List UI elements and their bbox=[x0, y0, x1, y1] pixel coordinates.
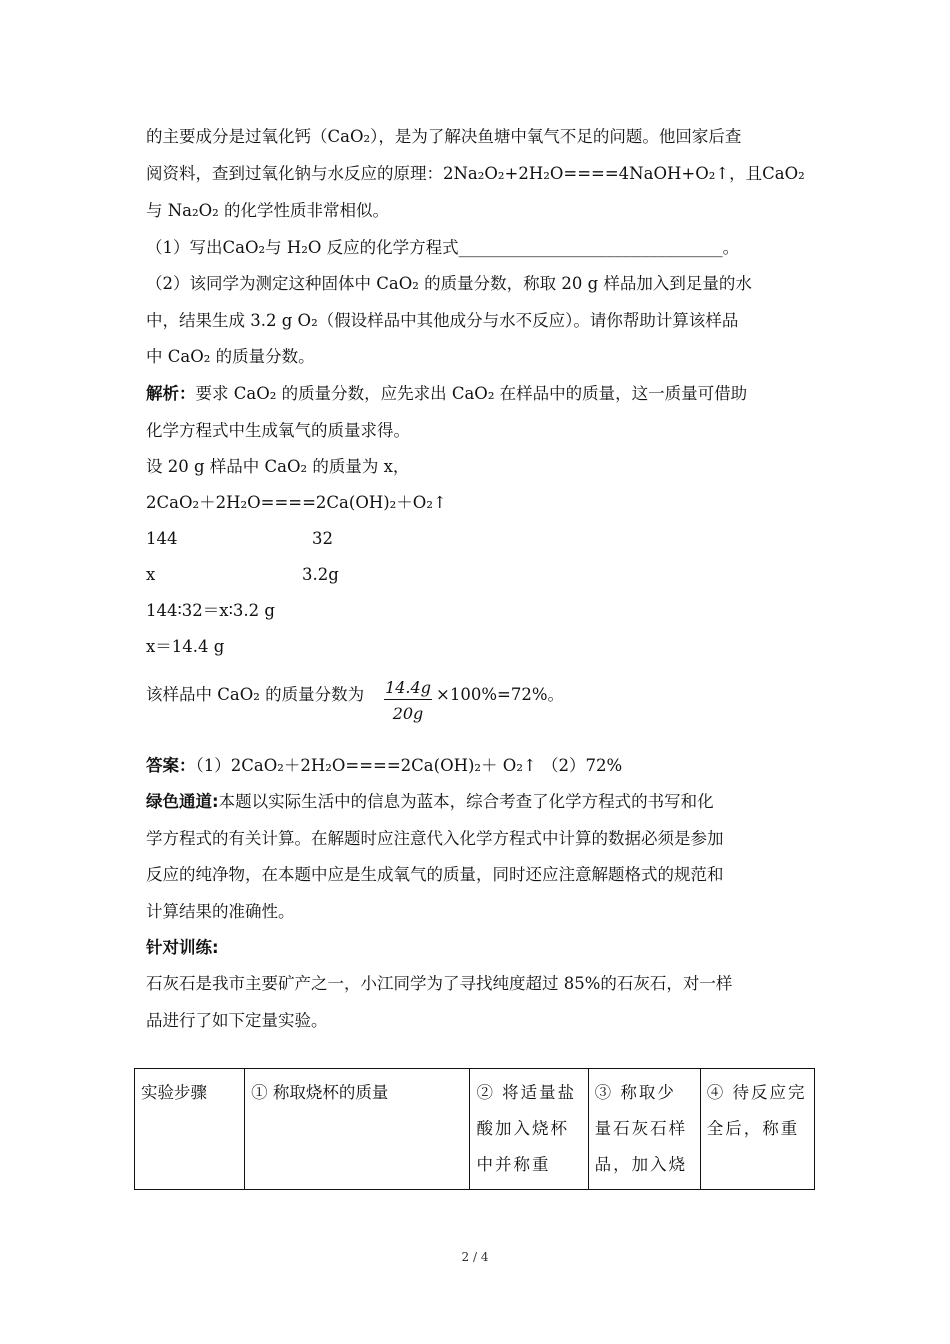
text-line: 该样品中 CaO₂ 的质量分数为 bbox=[146, 685, 365, 704]
text-line: 144∶32＝x∶3.2 g bbox=[146, 601, 275, 620]
fraction bbox=[384, 678, 432, 723]
text-line: 学方程式的有关计算。在解题时应注意代入化学方程式中计算的数据必须是参加 bbox=[146, 829, 724, 848]
text-line: 石灰石是我市主要矿产之一，小江同学为了寻找纯度超过 85%的石灰石，对一样 bbox=[146, 974, 733, 993]
text-line: 计算结果的准确性。 bbox=[146, 902, 295, 921]
analysis-line bbox=[146, 384, 747, 404]
green-channel-label: 绿色通道: bbox=[146, 792, 219, 811]
table-cell: ② 将适量盐酸加入烧杯中并称重 bbox=[470, 1069, 588, 1190]
experiment-table bbox=[134, 1068, 815, 1190]
table-cell: ① 称取烧杯的质量 bbox=[245, 1069, 470, 1190]
text-line: （2）该同学为测定这种固体中 CaO₂ 的质量分数，称取 20 g 样品加入到足量的水 bbox=[146, 274, 752, 293]
table-cell: ③ 称取少量石灰石样品，加入烧 bbox=[588, 1069, 700, 1190]
analysis-label: 解析： bbox=[146, 384, 196, 403]
table-cell: 实验步骤 bbox=[135, 1069, 245, 1190]
training-label: 针对训练: bbox=[146, 938, 219, 957]
fraction-numerator: 14.4g bbox=[384, 678, 432, 700]
text-line: （1）写出CaO₂与 H₂O 反应的化学方程式________________________________。 bbox=[146, 238, 740, 257]
text-line: 品进行了如下定量实验。 bbox=[146, 1011, 328, 1030]
text-line: 中，结果生成 3.2 g O₂（假设样品中其他成分与水不反应）。请你帮助计算该样品 bbox=[146, 311, 739, 330]
text-line: 中 CaO₂ 的质量分数。 bbox=[146, 347, 315, 366]
text-line: 设 20 g 样品中 CaO₂ 的质量为 x， bbox=[146, 457, 410, 476]
answer-label: 答案： bbox=[146, 756, 196, 775]
equation-line: 2CaO₂＋2H₂O====2Ca(OH)₂＋O₂↑ bbox=[146, 493, 447, 512]
text-line: 阅资料，查到过氧化钠与水反应的原理：2Na₂O₂+2H₂O====4NaOH+O₂↑，且CaO₂ bbox=[146, 164, 805, 183]
green-channel-text: 本题以实际生活中的信息为蓝本，综合考查了化学方程式的书写和化 bbox=[218, 792, 714, 811]
equation-value: 32 bbox=[312, 529, 333, 548]
analysis-text: 要求 CaO₂ 的质量分数，应先求出 CaO₂ 在样品中的质量，这一质量可借助 bbox=[195, 384, 748, 403]
text-line: x＝14.4 g bbox=[146, 637, 225, 656]
answer-text: （1）2CaO₂＋2H₂O====2Ca(OH)₂＋ O₂↑ （2）72% bbox=[195, 756, 623, 775]
fraction-denominator: 20g bbox=[392, 704, 424, 723]
equation-value: 144 bbox=[146, 529, 178, 548]
text-line: 反应的纯净物，在本题中应是生成氧气的质量，同时还应注意解题格式的规范和 bbox=[146, 865, 724, 884]
table-cell: ④ 待反应完全后，称重 bbox=[700, 1069, 814, 1190]
page-number: 2 / 4 bbox=[461, 1250, 489, 1264]
green-channel-line bbox=[146, 792, 714, 812]
table-row bbox=[135, 1069, 815, 1190]
equation-value: x bbox=[146, 565, 156, 584]
text-line: 化学方程式中生成氧气的质量求得。 bbox=[146, 421, 410, 440]
text-line: 与 Na₂O₂ 的化学性质非常相似。 bbox=[146, 201, 390, 220]
text-line: ×100%=72%。 bbox=[436, 685, 564, 704]
text-line: 的主要成分是过氧化钙（CaO₂），是为了解决鱼塘中氧气不足的问题。他回家后查 bbox=[146, 127, 742, 146]
answer-line bbox=[146, 756, 622, 776]
equation-value: 3.2g bbox=[302, 565, 339, 584]
